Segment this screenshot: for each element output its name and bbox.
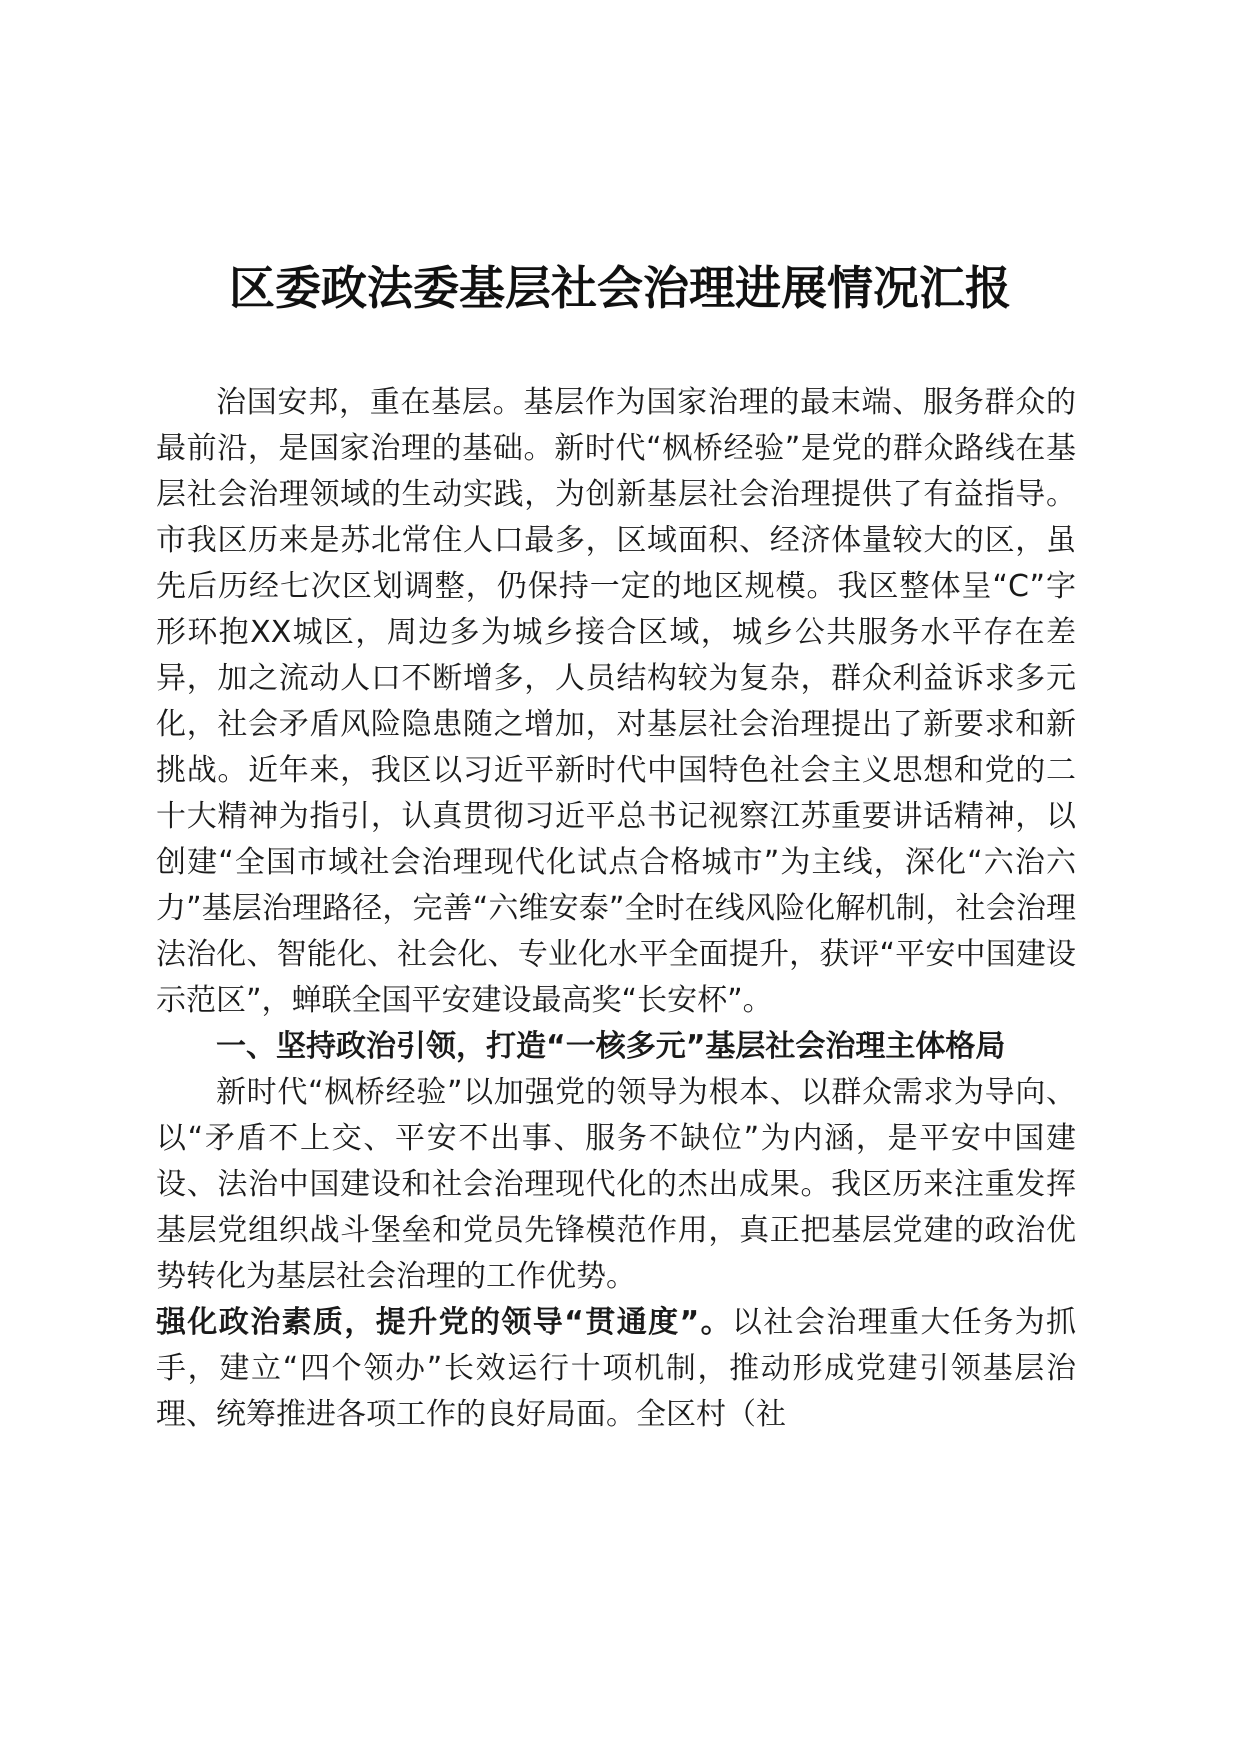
document-title: 区委政法委基层社会治理进展情况汇报 — [229, 261, 1011, 315]
subsection-text: 以社会治理重大任务为抓手，建立“四个领办”长效运行十项机制，推动形成党建引领基层治理、统筹推进各项工作的良好局面。全区村（社 — [156, 1305, 1077, 1432]
subsection-lead: 强化政治素质，提升党的领导“贯通度”。 — [156, 1305, 733, 1340]
document-body — [156, 380, 1076, 1438]
section-heading-1: 一、坚持政治引领，打造“一核多元”基层社会治理主体格局 — [216, 1029, 1006, 1064]
intro-paragraph: 治国安邦，重在基层。基层作为国家治理的最末端、服务群众的最前沿，是国家治理的基础。新时代“枫桥经验”是党的群众路线在基层社会治理领域的生动实践，为创新基层社会治理提供了有益指导。市我区历来是苏北常住人口最多，区域面积、经济体量较大的区，虽先后历经七次区划调整，仍保持一定的地区规模。我区整体呈“C”字形环抱XX城区，周边多为城乡接合区域，城乡公共服务水平存在差异，加之流动人口不断增多，人员结构较为复杂，群众利益诉求多元化，社会矛盾风险隐患随之增加，对基层社会治理提出了新要求和新挑战。近年来，我区以习近平新时代中国特色社会主义思想和党的二十大精神为指引，认真贯彻习近平总书记视察江苏重要讲话精神，以创建“全国市域社会治理现代化试点合格城市”为主线，深化“六治六力”基层治理路径，完善“六维安泰”全时在线风险化解机制，社会治理法治化、智能化、社会化、专业化水平全面提升，获评“平安中国建设示范区”，蝉联全国平安建设最高奖“长安杯”。 — [156, 385, 1076, 1018]
section-1-subparagraph — [156, 1300, 1076, 1438]
section-1-paragraph: 新时代“枫桥经验”以加强党的领导为根本、以群众需求为导向、以“矛盾不上交、平安不出事、服务不缺位”为内涵，是平安中国建设、法治中国建设和社会治理现代化的杰出成果。我区历来注重发挥基层党组织战斗堡垒和党员先锋模范作用，真正把基层党建的政治优势转化为基层社会治理的工作优势。 — [156, 1075, 1076, 1294]
